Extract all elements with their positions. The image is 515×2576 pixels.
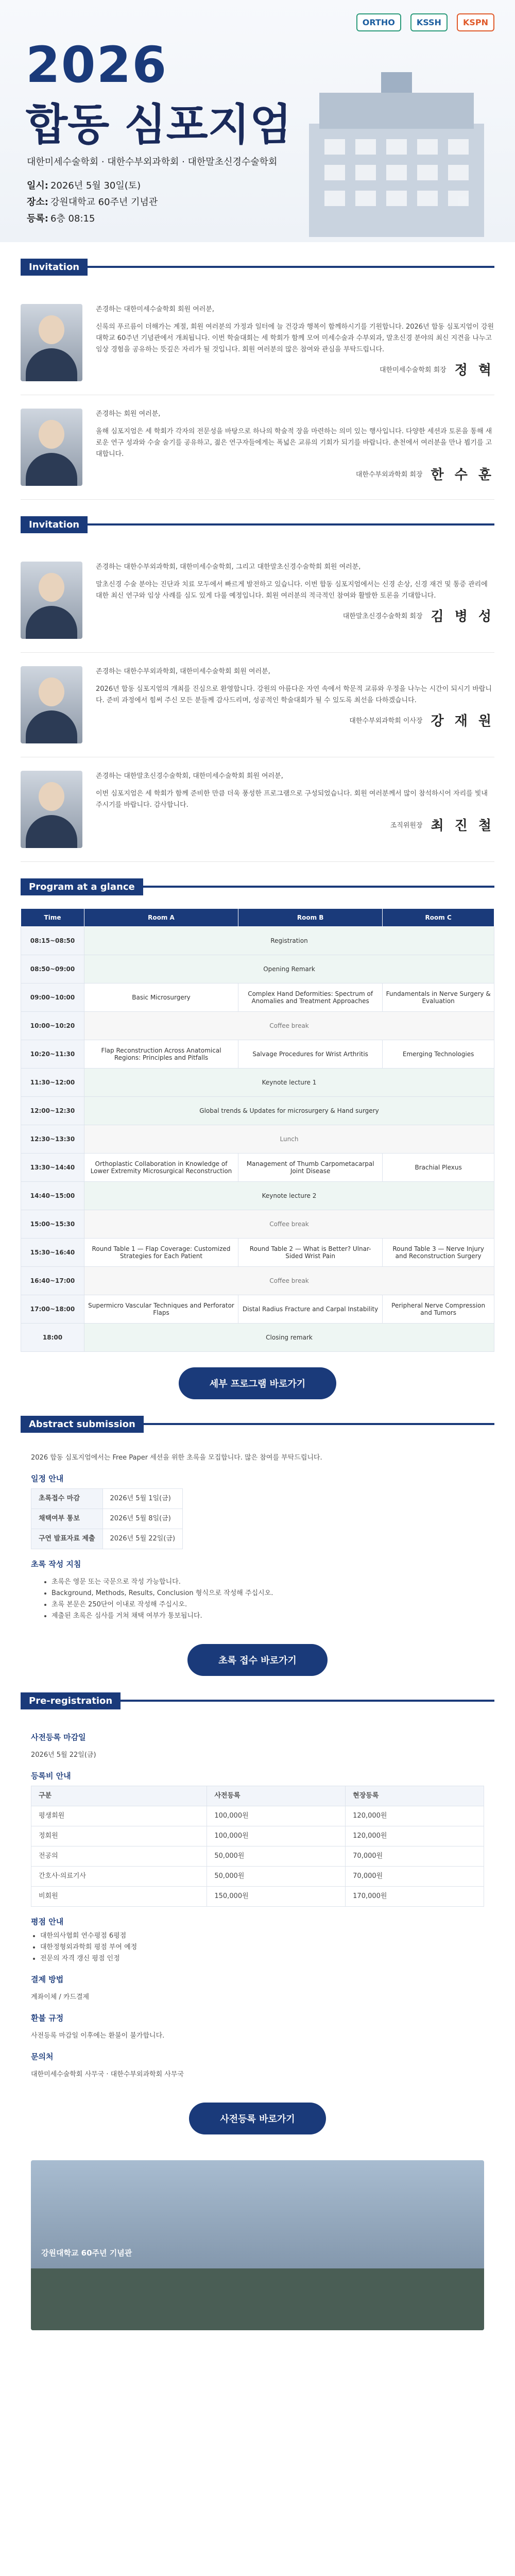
invitation-greeting: 존경하는 대한미세수술학회 회원 여러분, bbox=[96, 306, 215, 313]
list-item: • 대한정형외과학회 평점 부여 예정 bbox=[40, 1942, 484, 1953]
table-row bbox=[21, 1040, 494, 1069]
president-portrait bbox=[21, 304, 82, 381]
program-session-cell: Round Table 2 — What is Better? Ulnar-Sided Wrist Pain bbox=[238, 1239, 382, 1267]
program-session-cell: Flap Reconstruction Across Anatomical Regions: Principles and Pitfalls bbox=[84, 1040, 238, 1069]
program-session-cell: Basic Microsurgery bbox=[84, 984, 238, 1012]
section-divider bbox=[88, 266, 494, 268]
list-item: • Background, Methods, Results, Conclusion 형식으로 작성해 주십시오. bbox=[52, 1588, 484, 1599]
refund-title: 환불 규정 bbox=[31, 2013, 64, 2023]
ortho-logo: ORTHO bbox=[356, 13, 401, 31]
table-row: 평생회원 100,000원 120,000원 bbox=[31, 1806, 484, 1826]
program-detail-button[interactable]: 세부 프로그램 바로가기 bbox=[179, 1367, 336, 1399]
table-row bbox=[21, 1125, 494, 1154]
building-illustration bbox=[288, 62, 505, 237]
table-row bbox=[21, 1295, 494, 1324]
chairman-portrait bbox=[21, 771, 82, 848]
table-row bbox=[21, 1069, 494, 1097]
venue-photo bbox=[31, 2160, 484, 2330]
invitation-greeting: 존경하는 회원 여러분, bbox=[96, 410, 161, 418]
invitation-section-header-2: Invitation bbox=[21, 515, 494, 534]
program-time-cell: 08:50~09:00 bbox=[21, 955, 84, 984]
program-session-cell: Orthoplastic Collaboration in Knowledge of Lower Extremity Microsurgical Reconstruction bbox=[84, 1154, 238, 1182]
program-full-cell: Closing remark bbox=[84, 1324, 494, 1352]
program-full-cell: Coffee break bbox=[84, 1267, 494, 1295]
deadline-value: 2026년 5월 22일(금) bbox=[31, 1751, 96, 1759]
program-session-cell: Round Table 3 — Nerve Injury and Reconstruction Surgery bbox=[383, 1239, 494, 1267]
table-row: 전공의 50,000원 70,000원 bbox=[31, 1846, 484, 1867]
table-row: 채택여부 통보 2026년 5월 8일(금) bbox=[31, 1509, 183, 1529]
program-section-header: Program at a glance bbox=[21, 877, 494, 896]
program-time-cell: 16:40~17:00 bbox=[21, 1267, 84, 1295]
program-time-cell: 15:00~15:30 bbox=[21, 1210, 84, 1239]
invitation-signature: 대한미세수술학회 회장 정 혁 bbox=[379, 363, 494, 378]
program-session-cell: Complex Hand Deformities: Spectrum of Anomalies and Treatment Approaches bbox=[238, 984, 382, 1012]
invitation-block-3 bbox=[21, 548, 494, 653]
invitation-body: 신록의 푸르름이 더해가는 계절, 회원 여러분의 가정과 일터에 늘 건강과 행복이 함께하시기를 기원합니다. 2026년 합동 심포지엄이 강원대학교 60주년 기념관에서 개최됩니다. 이번 학술대회는 세 학회가 함께 모여 미세수술과 수부외과, 말초신경 분야의 최신 지견을 나누고 임상 경험을 공유하는 뜻깊은 자리가 될 것입니다. 회원 여러분의 많은 참여와 관심을 부탁드립니다. bbox=[96, 323, 494, 353]
program-time-cell: 08:15~08:50 bbox=[21, 927, 84, 955]
program-full-cell: Coffee break bbox=[84, 1210, 494, 1239]
program-session-cell: Management of Thumb Carpometacarpal Joint Disease bbox=[238, 1154, 382, 1182]
invitation-signature: 조직위원장 최 진 철 bbox=[390, 818, 494, 834]
invitation-block-2 bbox=[21, 395, 494, 500]
president-portrait bbox=[21, 409, 82, 486]
program-time-cell: 15:30~16:40 bbox=[21, 1239, 84, 1267]
registration-button[interactable]: 사전등록 바로가기 bbox=[189, 2103, 325, 2134]
kspn-logo: KSPN bbox=[457, 13, 494, 31]
table-row bbox=[21, 927, 494, 955]
program-time-cell: 09:00~10:00 bbox=[21, 984, 84, 1012]
program-at-a-glance bbox=[0, 896, 515, 1352]
program-session-cell: Brachial Plexus bbox=[383, 1154, 494, 1182]
invitation-greeting: 존경하는 대한말초신경수술학회, 대한미세수술학회 회원 여러분, bbox=[96, 772, 283, 780]
table-row: 정회원 100,000원 120,000원 bbox=[31, 1826, 484, 1846]
program-session-cell: Salvage Procedures for Wrist Arthritis bbox=[238, 1040, 382, 1069]
hero-date: 일시: 2026년 5월 30일(토) bbox=[27, 180, 141, 191]
president-portrait bbox=[21, 562, 82, 639]
registration-section-header: Pre-registration bbox=[21, 1691, 494, 1710]
invitation-list bbox=[0, 276, 515, 500]
invitation-body: 2026년 합동 심포지엄의 개최를 진심으로 환영합니다. 강원의 아름다운 자연 속에서 학문적 교류와 우정을 나누는 시간이 되시기 바랍니다. 준비 과정에서 힘써 주신 모든 분들께 감사드리며, 성공적인 학술대회가 될 수 있도록 최선을 다하겠습니다. bbox=[96, 685, 492, 704]
program-table bbox=[21, 908, 494, 1352]
invitation-block-5 bbox=[21, 757, 494, 862]
abstract-submit-button[interactable]: 초록 접수 바로가기 bbox=[187, 1644, 328, 1676]
program-full-cell: Registration bbox=[84, 927, 494, 955]
abstract-schedule-table bbox=[31, 1488, 183, 1549]
invitation-body: 말초신경 수술 분야는 진단과 치료 모두에서 빠르게 발전하고 있습니다. 이번 합동 심포지엄에서는 신경 손상, 신경 재건 및 통증 관리에 대한 최신 연구와 임상 사례를 심도 있게 다룰 예정입니다. 회원 여러분의 적극적인 참여와 활발한 토론을 기대합니다. bbox=[96, 581, 488, 600]
table-row bbox=[21, 1097, 494, 1125]
contact-title: 문의처 bbox=[31, 2052, 54, 2061]
program-header-room-c: Room C bbox=[383, 909, 494, 927]
invitation-block-4 bbox=[21, 653, 494, 757]
hero-venue: 장소: 강원대학교 60주년 기념관 bbox=[27, 197, 158, 208]
hero-registration-time: 등록: 6층 08:15 bbox=[27, 213, 95, 224]
invitation-greeting: 존경하는 대한수부외과학회, 대한미세수술학회, 그리고 대한말초신경수술학회 회원 여러분, bbox=[96, 563, 361, 571]
program-time-cell: 12:00~12:30 bbox=[21, 1097, 84, 1125]
program-time-cell: 12:30~13:30 bbox=[21, 1125, 84, 1154]
payment-value: 계좌이체 / 카드결제 bbox=[31, 1993, 90, 2001]
program-header-time: Time bbox=[21, 909, 84, 927]
table-row bbox=[21, 1182, 494, 1210]
payment-title: 결제 방법 bbox=[31, 1975, 64, 1984]
program-full-cell: Global trends & Updates for microsurgery & Hand surgery bbox=[84, 1097, 494, 1125]
venue-caption: 강원대학교 60주년 기념관 bbox=[41, 2248, 132, 2258]
invitation-list-2 bbox=[0, 534, 515, 862]
program-time-cell: 10:20~11:30 bbox=[21, 1040, 84, 1069]
hero-banner bbox=[0, 0, 515, 242]
program-session-cell: Fundamentals in Nerve Surgery & Evaluation bbox=[383, 984, 494, 1012]
registration-content bbox=[0, 1710, 515, 2080]
hero-info bbox=[27, 178, 158, 227]
invitation-signature: 대한수부외과학회 이사장 강 재 원 bbox=[349, 714, 494, 729]
list-item: • 전문의 자격 갱신 평점 인정 bbox=[40, 1953, 484, 1964]
invitation-signature: 대한말초신경수술학회 회장 김 병 성 bbox=[342, 609, 494, 624]
table-row bbox=[21, 1267, 494, 1295]
credit-title: 평점 안내 bbox=[31, 1917, 64, 1926]
abstract-notes-title: 초록 작성 지침 bbox=[31, 1560, 81, 1569]
program-session-cell: Peripheral Nerve Compression and Tumors bbox=[383, 1295, 494, 1324]
table-row: 초록접수 마감 2026년 5월 1일(금) bbox=[31, 1489, 183, 1509]
invitation-signature: 대한수부외과학회 회장 한 수 훈 bbox=[355, 467, 494, 483]
table-row: 구연 발표자료 제출 2026년 5월 22일(금) bbox=[31, 1529, 183, 1549]
program-session-cell: Emerging Technologies bbox=[383, 1040, 494, 1069]
abstract-intro: 2026 합동 심포지엄에서는 Free Paper 세션을 위한 초록을 모집합니다. 많은 참여를 부탁드립니다. bbox=[31, 1454, 322, 1462]
abstract-section-header: Abstract submission bbox=[21, 1415, 494, 1433]
kssh-logo: KSSH bbox=[410, 13, 448, 31]
program-full-cell: Lunch bbox=[84, 1125, 494, 1154]
fee-title: 등록비 안내 bbox=[31, 1771, 71, 1781]
hero-year: 2026 bbox=[26, 36, 168, 94]
list-item: • 제출된 초록은 심사를 거쳐 채택 여부가 통보됩니다. bbox=[52, 1611, 484, 1622]
program-time-cell: 10:00~10:20 bbox=[21, 1012, 84, 1040]
list-item: • 대한의사협회 연수평점 6평점 bbox=[40, 1930, 484, 1942]
table-row: 비회원 150,000원 170,000원 bbox=[31, 1887, 484, 1907]
program-full-cell: Keynote lecture 2 bbox=[84, 1182, 494, 1210]
invitation-greeting: 존경하는 대한수부외과학회, 대한미세수술학회 회원 여러분, bbox=[96, 668, 270, 675]
invitation-block-1 bbox=[21, 291, 494, 395]
program-session-cell: Distal Radius Fracture and Carpal Instability bbox=[238, 1295, 382, 1324]
program-time-cell: 14:40~15:00 bbox=[21, 1182, 84, 1210]
hero-societies: 대한미세수술학회 · 대한수부외과학회 · 대한말초신경수술학회 bbox=[27, 157, 278, 167]
program-time-cell: 13:30~14:40 bbox=[21, 1154, 84, 1182]
table-row bbox=[21, 955, 494, 984]
refund-value: 사전등록 마감일 이후에는 환불이 불가합니다. bbox=[31, 2032, 165, 2040]
abstract-schedule-title: 일정 안내 bbox=[31, 1474, 64, 1483]
table-row bbox=[21, 1154, 494, 1182]
list-item: • 초록은 영문 또는 국문으로 작성 가능합니다. bbox=[52, 1577, 484, 1588]
contact-value: 대한미세수술학회 사무국 · 대한수부외과학회 사무국 bbox=[31, 2071, 184, 2078]
invitation-label: Invitation bbox=[21, 259, 88, 276]
table-row bbox=[21, 1012, 494, 1040]
program-full-cell: Coffee break bbox=[84, 1012, 494, 1040]
invitation-section-header bbox=[21, 258, 494, 276]
program-header-room-a: Room A bbox=[84, 909, 238, 927]
president-portrait bbox=[21, 666, 82, 743]
program-time-cell: 11:30~12:00 bbox=[21, 1069, 84, 1097]
program-session-cell: Round Table 1 — Flap Coverage: Customized Strategies for Each Patient bbox=[84, 1239, 238, 1267]
abstract-content bbox=[0, 1433, 515, 1622]
deadline-title: 사전등록 마감일 bbox=[31, 1733, 86, 1742]
hero-title: 합동 심포지엄 bbox=[26, 99, 292, 150]
table-row bbox=[21, 984, 494, 1012]
program-session-cell: Supermicro Vascular Techniques and Perforator Flaps bbox=[84, 1295, 238, 1324]
program-full-cell: Opening Remark bbox=[84, 955, 494, 984]
program-time-cell: 17:00~18:00 bbox=[21, 1295, 84, 1324]
list-item: • 초록 본문은 250단어 이내로 작성해 주십시오. bbox=[52, 1599, 484, 1611]
table-row bbox=[21, 1210, 494, 1239]
fee-table: 구분 사전등록 현장등록 평생회원 100,000원 120,000원 정회원 100,000원 120,000원 전공의 50,000원 70,000원 간호사·의료기사 50,000원 70,000원 비회원 150,000원 170,000원 bbox=[31, 1786, 484, 1907]
table-row bbox=[21, 1324, 494, 1352]
invitation-body: 올해 심포지엄은 세 학회가 각자의 전문성을 바탕으로 하나의 학술적 장을 마련하는 의미 있는 행사입니다. 다양한 세션과 토론을 통해 새로운 연구 성과와 수술 술기를 공유하고, 젊은 연구자들에게는 폭넓은 교류의 기회가 되기를 바랍니다. 춘천에서 여러분을 만나 뵙기를 고대합니다. bbox=[96, 428, 492, 458]
table-row: 간호사·의료기사 50,000원 70,000원 bbox=[31, 1867, 484, 1887]
invitation-body: 이번 심포지엄은 세 학회가 함께 준비한 만큼 더욱 풍성한 프로그램으로 구성되었습니다. 회원 여러분께서 많이 참석하시어 자리를 빛내 주시기를 바랍니다. 감사합니다. bbox=[96, 790, 488, 809]
program-time-cell: 18:00 bbox=[21, 1324, 84, 1352]
program-full-cell: Keynote lecture 1 bbox=[84, 1069, 494, 1097]
header-logos bbox=[356, 13, 494, 31]
program-header-room-b: Room B bbox=[238, 909, 382, 927]
table-row bbox=[21, 1239, 494, 1267]
